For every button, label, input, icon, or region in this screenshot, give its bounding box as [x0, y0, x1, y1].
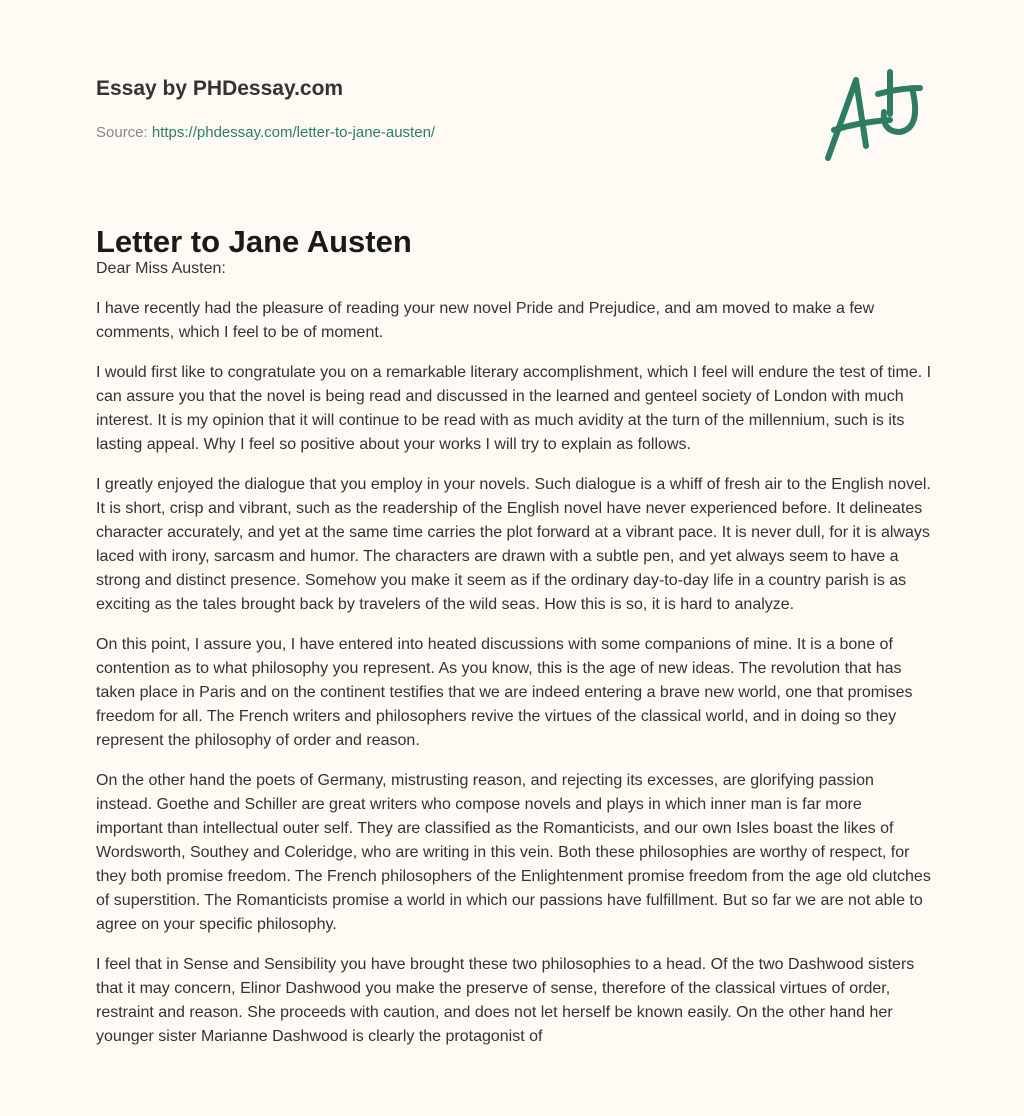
paragraph: On the other hand the poets of Germany, mistrusting reason, and rejecting its excesses, are glorifying passion instead. Goethe and Schiller are great writers who compose novels and plays in which inner man is far more important than intellectual outer self. They are classified as the Romanticists, and our own Isles boast the likes of Wordsworth, Southey and Coleridge, who are writing in this vein. Both these philosophies are worthy of respect, for they both promise freedom. The French philosophers of the Enlightenment promise freedom from the age old clutches of superstition. The Romanticists promise a world in which our passions have fulfillment. But so far we are not able to agree on your specific philosophy.	[96, 772, 931, 933]
site-brand: Essay by PHDessay.com	[96, 77, 344, 100]
paragraph: On this point, I assure you, I have entered into heated discussions with some companions of mine. It is a bone of contention as to what philosophy you represent. As you know, this is the age of new ideas. The revolution that has taken place in Paris and on the continent testifies that we are indeed entering a brave new world, one that promises freedom for all. The French writers and philosophers revive the virtues of the classical world, and in doing so they represent the philosophy of order and reason.	[96, 636, 913, 749]
paragraph: I would first like to congratulate you on a remarkable literary accomplishment, which I feel will endure the test of time. I can assure you that the novel is being read and discussed in the learned and genteel society of London with much interest. It is my opinion that it will continue to be read with as much avidity at the turn of the millennium, such is its lasting appeal. Why I feel so positive about your works I will try to explain as follows.	[96, 364, 932, 453]
paragraph: Dear Miss Austen:	[96, 260, 226, 277]
a-plus-logo-icon	[820, 68, 930, 164]
source-label: Source:	[96, 124, 148, 141]
source-line	[96, 124, 435, 141]
paragraph: I feel that in Sense and Sensibility you have brought these two philosophies to a head. Of the two Dashwood sisters that it may concern, Elinor Dashwood you make the preserve of sense, therefore of the classical virtues of order, restraint and reason. She proceeds with caution, and does not let herself be known easily. On the other hand her younger sister Marianne Dashwood is clearly the protagonist of	[96, 956, 915, 1045]
paragraph: I have recently had the pleasure of reading your new novel Pride and Prejudice, and am moved to make a few comments, which I feel to be of moment.	[96, 300, 875, 341]
page-title: Letter to Jane Austen	[96, 224, 412, 259]
essay-body	[96, 257, 932, 1065]
source-link[interactable]: https://phdessay.com/letter-to-jane-austen/	[151, 124, 436, 141]
paragraph: I greatly enjoyed the dialogue that you employ in your novels. Such dialogue is a whiff of fresh air to the English novel. It is short, crisp and vibrant, such as the readership of the English novel have never experienced before. It delineates character accurately, and yet at the same time carries the plot forward at a vibrant pace. It is never dull, for it is always laced with irony, sarcasm and humor. The characters are drawn with a subtle pen, and yet always seem to have a strong and distinct presence. Somehow you make it seem as if the ordinary day-to-day life in a country parish is as exciting as the tales brought back by travelers of the wild seas. How this is so, it is hard to analyze.	[96, 476, 931, 613]
